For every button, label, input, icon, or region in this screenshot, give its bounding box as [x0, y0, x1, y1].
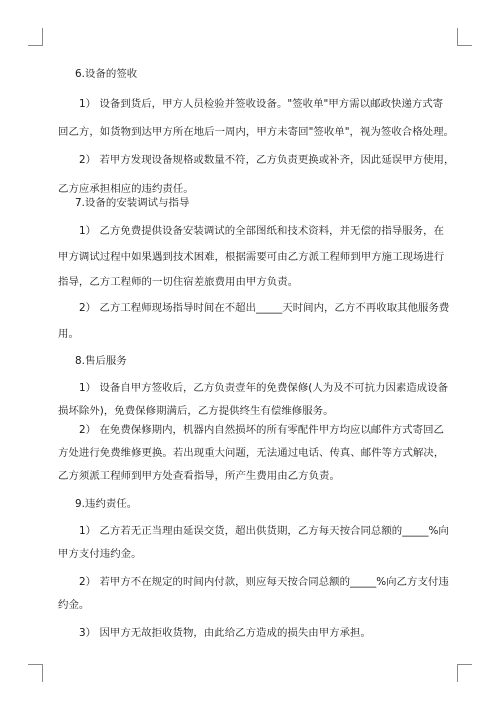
paragraph-line: 乙方应承担相应的违约责任。 [58, 183, 194, 195]
paragraph-line: 1） 乙方若无正当理由延误交货，超出供货期，乙方每天按合同总额的_____%向 [79, 525, 449, 537]
section-heading: 9.违约责任。 [75, 498, 138, 510]
paragraph-line: 2） 若甲方不在规定的时间内付款，则应每天按合同总额的_____%向乙方支付违 [79, 576, 449, 588]
paragraph-line: 约金。 [58, 599, 90, 611]
paragraph-line: 甲方调试过程中如果遇到技术困难，根据需要可由乙方派工程师到甲方施工现场进行 [58, 251, 445, 263]
paragraph-line: 1） 乙方免费提供设备安装调试的全部图纸和技术资料，并无偿的指导服务，在 [79, 225, 444, 237]
paragraph-line: 2） 乙方工程师现场指导时间在不超出_____天时间内，乙方不再收取其他服务费 [79, 302, 450, 314]
paragraph-line: 乙方须派工程师到甲方处查看指导，所产生费用由乙方负责。 [58, 470, 340, 482]
paragraph-line: 2） 若甲方发现设备规格或数量不符，乙方负责更换或补齐，因此延误甲方使用， [79, 154, 455, 166]
paragraph-line: 2） 在免费保修期内，机器内自然损坏的所有零配件甲方均应以邮件方式寄回乙 [79, 424, 444, 436]
paragraph-line: 回乙方，如货物到达甲方所在地后一周内，甲方未寄回"签收单"，视为签收合格处理。 [58, 126, 454, 138]
paragraph-line: 甲方支付违约金。 [58, 548, 142, 560]
paragraph-line: 损坏除外)，免费保修期满后，乙方提供终生有偿维修服务。 [58, 405, 334, 417]
paragraph-line: 3） 因甲方无故拒收货物，由此给乙方造成的损失由甲方承担。 [79, 627, 371, 639]
paragraph-line: 方处进行免费维修更换。若出现重大问题，无法通过电话、传真、邮件等方式解决， [58, 447, 445, 459]
paragraph-line: 指导，乙方工程师的一切住宿差旅费用由甲方负责。 [58, 276, 299, 288]
paragraph-line: 用。 [58, 328, 79, 340]
section-heading: 7.设备的安装调试与指导 [75, 197, 190, 209]
section-heading: 8.售后服务 [75, 355, 127, 367]
paragraph-line: 1） 设备自甲方签收后，乙方负责壹年的免费保修(人为及不可抗力因素造成设备 [79, 382, 449, 394]
section-heading: 6.设备的签收 [75, 68, 138, 80]
paragraph-line: 1） 设备到货后，甲方人员检验并签收设备。"签收单"甲方需以邮政快递方式寄 [79, 98, 444, 110]
